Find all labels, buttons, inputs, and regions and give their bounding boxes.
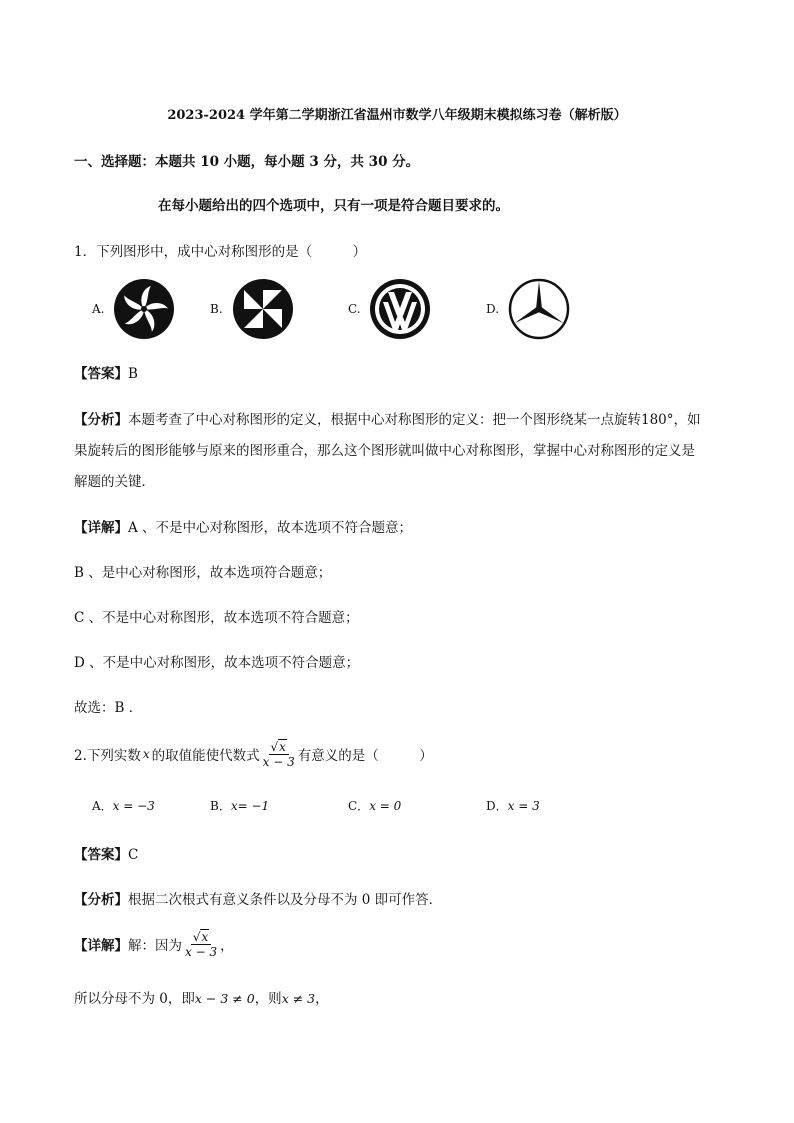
q2-fraction: $\frac{√x}{x - 3}$: [262, 739, 295, 769]
q1-stem: 1．下列图形中，成中心对称图形的是（ ）: [74, 244, 367, 260]
q2-frac-den: x − 3: [262, 754, 295, 769]
q2-stem-mid: 的取值能使代数式: [151, 748, 260, 764]
q1-option-c-label: C.: [348, 302, 361, 316]
section-heading: 一、选择题：本题共 10 小题，每小题 3 分，共 30 分。: [74, 154, 420, 170]
last-prefix: 所以分母不为 0，即: [74, 991, 195, 1007]
analysis-tag: 【分析】: [74, 892, 128, 908]
option-label: A．: [92, 799, 113, 813]
q2-option-c: [348, 797, 401, 814]
q2-analysis: [74, 888, 442, 908]
answer-value: B: [128, 366, 138, 382]
q2-option-a: [92, 797, 155, 814]
option-label: D．: [486, 799, 508, 813]
answer-tag: 【答案】: [74, 847, 128, 863]
q2-stem-suffix: 有意义的是（ ）: [297, 748, 433, 764]
option-label: C．: [348, 799, 370, 813]
answer-tag: 【答案】: [74, 366, 128, 382]
q2-var-x: x: [142, 747, 150, 761]
page-title: 2023-2024 学年第二学期浙江省温州市数学八年级期末模拟练习卷（解析版）: [167, 108, 627, 123]
q2-frac-num: x: [279, 739, 286, 754]
detail-tag: 【详解】: [74, 938, 128, 954]
detail-text: A 、不是中心对称图形，故本选项不符合题意；: [128, 520, 413, 536]
option-label: B．: [210, 799, 231, 813]
q1-detail-b: B 、是中心对称图形，故本选项符合题意；: [74, 565, 332, 581]
q1-detail-c: C 、不是中心对称图形，故本选项不符合题意；: [74, 610, 359, 626]
vw-logo-icon: [369, 278, 431, 340]
q1-analysis-line2: 果旋转后的图形能够与原来的图形重合，那么这个图形就叫做中心对称图形，掌握中心对称图形的定义是: [74, 443, 695, 459]
analysis-text: 根据二次根式有意义条件以及分母不为 0 即可作答．: [128, 892, 443, 908]
q2-detail-frac-den: x − 3: [185, 944, 218, 959]
q1-option-a-label: A.: [92, 302, 105, 316]
last-expr2: x ≠ 3: [281, 991, 316, 1006]
detail-suffix: ，: [220, 938, 234, 954]
q1-analysis-line1: [74, 408, 701, 428]
last-expr1: x − 3 ≠ 0: [194, 991, 255, 1006]
q1-analysis-line3: 解题的关键．: [74, 474, 155, 490]
q2-option-d: [486, 797, 540, 814]
q2-detail-fraction: $\frac{√x}{x - 3}$: [185, 929, 218, 959]
detail-tag: 【详解】: [74, 520, 128, 536]
detail-prefix: 解：因为: [128, 938, 182, 954]
q1-detail-d: D 、不是中心对称图形，故本选项不符合题意；: [74, 655, 360, 671]
q1-option-b-label: B.: [210, 302, 223, 316]
answer-value: C: [128, 847, 139, 863]
q2-stem: [74, 736, 433, 772]
q1-option-d-label: D.: [486, 302, 500, 316]
q2-answer: [74, 843, 138, 863]
three-pointed-star-icon: [508, 278, 570, 340]
last-mid: ，则: [254, 991, 282, 1007]
q2-detail-frac-num: x: [201, 929, 209, 944]
last-suffix: ，: [315, 991, 329, 1007]
pinwheel-icon: [232, 278, 294, 340]
option-value: x = −3: [112, 799, 155, 813]
analysis-tag: 【分析】: [74, 412, 128, 428]
q1-detail-a: [74, 516, 412, 536]
section-instruction: 在每小题给出的四个选项中，只有一项是符合题目要求的。: [158, 198, 509, 214]
option-value: x = 3: [507, 799, 540, 813]
q2-detail: [74, 926, 234, 962]
analysis-text: 本题考查了中心对称图形的定义，根据中心对称图形的定义：把一个图形绕某一点旋转180°，如: [128, 412, 701, 428]
option-value: x= −1: [230, 799, 270, 813]
bauhinia-emblem-icon: [113, 278, 175, 340]
q2-option-b: [210, 797, 269, 814]
q1-conclusion: 故选：B ．: [74, 700, 143, 716]
option-value: x = 0: [369, 799, 402, 813]
q1-answer: [74, 362, 138, 382]
q2-stem-prefix: 2.下列实数: [74, 748, 141, 764]
q2-last-line: [74, 987, 329, 1007]
